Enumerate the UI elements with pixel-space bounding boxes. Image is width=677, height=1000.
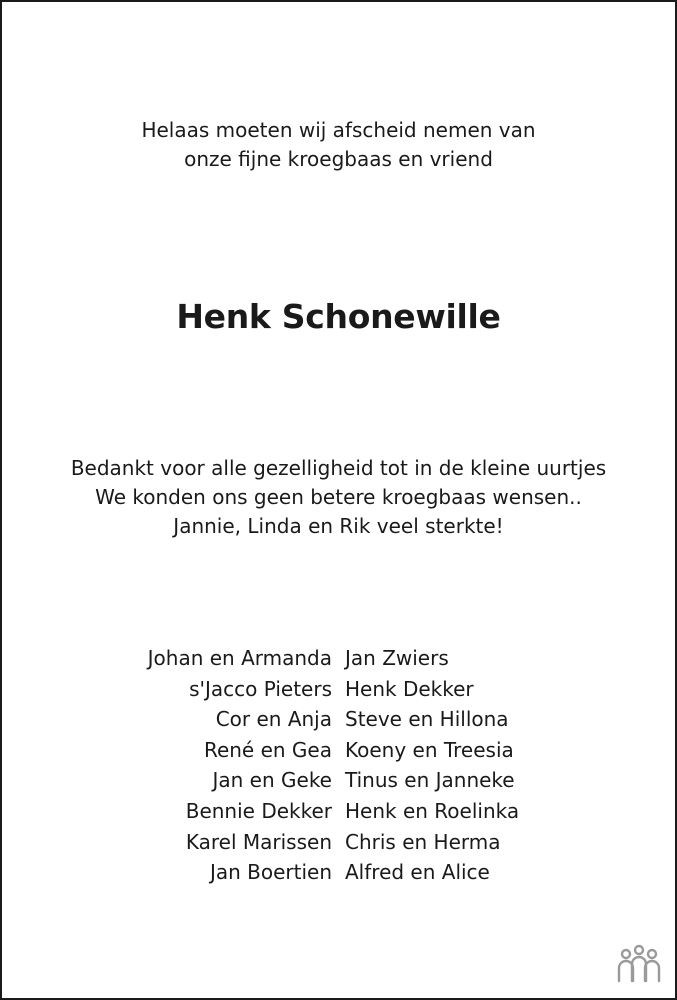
intro-line-2: onze fijne kroegbaas en vriend (184, 147, 493, 171)
signer-name: René en Gea (203, 737, 332, 762)
message-line-3: Jannie, Linda en Rik veel sterkte! (173, 514, 504, 538)
message-line-2: We konden ons geen betere kroegbaas wensen.. (95, 485, 582, 509)
signer-name: Henk Dekker (345, 676, 474, 701)
signer-name: Johan en Armanda (147, 646, 332, 670)
signer-name: Jan Boertien (209, 860, 332, 885)
signer-name: Jan en Geke (212, 768, 332, 793)
signer-name: Jan Zwiers (345, 646, 449, 670)
signer-name: Koeny en Treesia (345, 737, 514, 762)
signer-name: Cor en Anja (215, 707, 332, 732)
signers-left-column (148, 643, 332, 888)
signer-name: Henk en Roelinka (345, 798, 520, 823)
intro-line-1: Helaas moeten wij afscheid nemen van (141, 118, 536, 142)
people-group-icon (615, 944, 663, 984)
deceased-name: Henk Schonewille (176, 297, 501, 336)
signer-name: Bennie Dekker (185, 798, 332, 823)
signer-name: Alfred en Alice (345, 860, 490, 885)
message-text (2, 454, 675, 541)
signer-name: s'Jacco Pieters (189, 676, 332, 701)
signer-name: Karel Marissen (185, 829, 332, 854)
signers-right-column (345, 643, 519, 888)
message-line-1: Bedankt voor alle gezelligheid tot in de kleine uurtjes (70, 456, 607, 480)
intro-text (2, 116, 675, 174)
signer-name: Chris en Herma (345, 829, 501, 854)
signer-name: Steve en Hillona (345, 707, 509, 732)
signer-name: Tinus en Janneke (345, 768, 515, 793)
